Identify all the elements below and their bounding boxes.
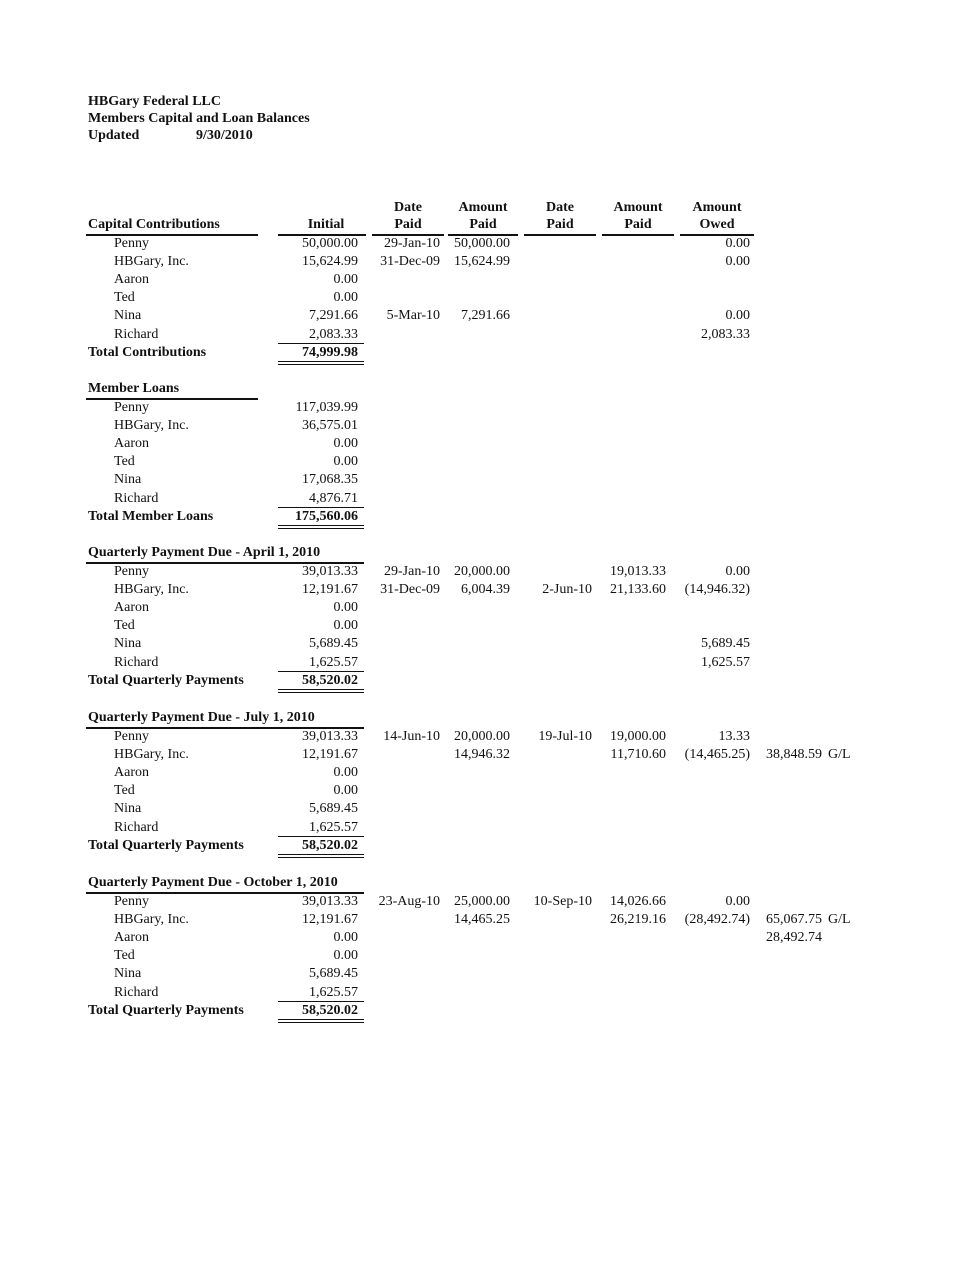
cell-initial: 39,013.33 bbox=[302, 894, 358, 909]
section-title: Quarterly Payment Due - April 1, 2010 bbox=[88, 545, 321, 560]
cell-initial: 0.00 bbox=[333, 783, 358, 799]
subtotal-rule bbox=[278, 507, 364, 508]
cell-owed: 5,689.45 bbox=[701, 636, 750, 652]
member-name: Aaron bbox=[114, 272, 149, 288]
cell-initial: 0.00 bbox=[333, 436, 358, 452]
total-label: Total Contributions bbox=[88, 344, 207, 360]
cell-initial: 50,000.00 bbox=[302, 236, 358, 251]
subtotal-rule bbox=[278, 343, 364, 344]
cell-initial: 4,876.71 bbox=[309, 490, 358, 506]
member-name: Penny bbox=[114, 236, 149, 251]
updated-date: 9/30/2010 bbox=[196, 128, 253, 143]
cell-amt1: 15,624.99 bbox=[454, 254, 510, 270]
cell-owed: 1,625.57 bbox=[701, 654, 750, 670]
total-label: Total Quarterly Payments bbox=[88, 1002, 244, 1018]
cell-amt2: 19,000.00 bbox=[610, 729, 666, 744]
total-double-rule bbox=[278, 689, 364, 690]
cell-initial: 12,191.67 bbox=[302, 912, 358, 928]
cell-owed: 0.00 bbox=[725, 254, 750, 270]
col-date2-bottom: Paid bbox=[546, 217, 574, 232]
col-date1-bottom: Paid bbox=[394, 217, 422, 232]
cell-initial: 1,625.57 bbox=[309, 819, 358, 835]
col-amt1-bottom: Paid bbox=[469, 217, 497, 232]
member-name: Nina bbox=[114, 966, 142, 982]
col-amt2-bottom: Paid bbox=[624, 217, 652, 232]
cell-initial: 39,013.33 bbox=[302, 564, 358, 579]
cell-initial: 0.00 bbox=[333, 600, 358, 616]
total-double-rule bbox=[278, 361, 364, 362]
cell-amt2: 11,710.60 bbox=[610, 747, 666, 763]
member-name: Penny bbox=[114, 564, 149, 579]
member-name: HBGary, Inc. bbox=[114, 418, 189, 434]
total-label: Total Quarterly Payments bbox=[88, 672, 244, 688]
subtotal-rule bbox=[278, 1001, 364, 1002]
cell-owed: 13.33 bbox=[718, 729, 750, 744]
cell-initial: 1,625.57 bbox=[309, 984, 358, 1000]
member-name: Ted bbox=[114, 783, 135, 799]
member-name: Nina bbox=[114, 636, 142, 652]
cell-initial: 0.00 bbox=[333, 272, 358, 288]
cell-amt2: 14,026.66 bbox=[610, 894, 666, 909]
cell-amt1: 7,291.66 bbox=[461, 308, 510, 324]
cell-owed: 0.00 bbox=[725, 236, 750, 251]
cell-initial: 39,013.33 bbox=[302, 729, 358, 744]
header-underline bbox=[602, 234, 674, 236]
cell-initial: 5,689.45 bbox=[309, 966, 358, 982]
col-date1-top: Date bbox=[394, 200, 422, 215]
cell-amt1: 14,465.25 bbox=[454, 912, 510, 928]
section-title: Capital Contributions bbox=[88, 217, 220, 232]
cell-initial: 0.00 bbox=[333, 454, 358, 470]
cell-date2: 19-Jul-10 bbox=[538, 729, 592, 744]
total-double-rule bbox=[278, 692, 364, 693]
member-name: Ted bbox=[114, 618, 135, 634]
total-double-rule bbox=[278, 1022, 364, 1023]
section-title-underline bbox=[86, 398, 258, 400]
member-name: Nina bbox=[114, 472, 142, 488]
cell-initial: 7,291.66 bbox=[309, 308, 358, 324]
total-double-rule bbox=[278, 525, 364, 526]
total-double-rule bbox=[278, 854, 364, 855]
cell-date2: 10-Sep-10 bbox=[533, 894, 592, 909]
cell-extra1: 28,492.74 bbox=[766, 930, 822, 946]
member-name: Aaron bbox=[114, 765, 149, 781]
col-amt1-top: Amount bbox=[458, 200, 508, 215]
member-name: Richard bbox=[114, 490, 159, 506]
cell-extra2: G/L bbox=[828, 912, 851, 928]
section-title: Member Loans bbox=[88, 381, 180, 396]
document-subtitle: Members Capital and Loan Balances bbox=[88, 111, 310, 126]
col-date2-top: Date bbox=[546, 200, 574, 215]
cell-initial: 0.00 bbox=[333, 930, 358, 946]
total-value: 175,560.06 bbox=[295, 508, 358, 524]
member-name: HBGary, Inc. bbox=[114, 254, 189, 270]
cell-initial: 0.00 bbox=[333, 618, 358, 634]
cell-initial: 0.00 bbox=[333, 765, 358, 781]
member-name: Richard bbox=[114, 326, 159, 342]
cell-extra1: 38,848.59 bbox=[766, 747, 822, 763]
member-name: Penny bbox=[114, 400, 149, 415]
member-name: Ted bbox=[114, 290, 135, 306]
cell-owed: 2,083.33 bbox=[701, 326, 750, 342]
cell-initial: 15,624.99 bbox=[302, 254, 358, 270]
member-name: Aaron bbox=[114, 600, 149, 616]
total-double-rule bbox=[278, 857, 364, 858]
cell-initial: 1,625.57 bbox=[309, 654, 358, 670]
member-name: Nina bbox=[114, 308, 142, 324]
col-owed-bottom: Owed bbox=[699, 217, 735, 232]
member-name: Aaron bbox=[114, 930, 149, 946]
member-name: Nina bbox=[114, 801, 142, 817]
cell-date1: 5-Mar-10 bbox=[386, 308, 440, 324]
member-name: Richard bbox=[114, 984, 159, 1000]
cell-initial: 0.00 bbox=[333, 948, 358, 964]
member-name: Richard bbox=[114, 654, 159, 670]
cell-owed: 0.00 bbox=[725, 308, 750, 324]
cell-date2: 2-Jun-10 bbox=[542, 582, 592, 598]
col-amt2-top: Amount bbox=[613, 200, 663, 215]
cell-date1: 31-Dec-09 bbox=[380, 254, 440, 270]
cell-owed: (14,465.25) bbox=[684, 747, 750, 763]
cell-owed: (28,492.74) bbox=[684, 912, 750, 928]
cell-extra1: 65,067.75 bbox=[766, 912, 822, 928]
total-value: 58,520.02 bbox=[302, 672, 358, 688]
cell-amt1: 6,004.39 bbox=[461, 582, 510, 598]
member-name: Ted bbox=[114, 948, 135, 964]
member-name: Ted bbox=[114, 454, 135, 470]
cell-initial: 36,575.01 bbox=[302, 418, 358, 434]
total-label: Total Quarterly Payments bbox=[88, 837, 244, 853]
cell-owed: 0.00 bbox=[725, 894, 750, 909]
company-name: HBGary Federal LLC bbox=[88, 94, 221, 109]
total-label: Total Member Loans bbox=[88, 508, 214, 524]
subtotal-rule bbox=[278, 836, 364, 837]
cell-extra2: G/L bbox=[828, 747, 851, 763]
cell-date1: 29-Jan-10 bbox=[384, 564, 440, 579]
cell-initial: 12,191.67 bbox=[302, 582, 358, 598]
cell-owed: (14,946.32) bbox=[684, 582, 750, 598]
cell-initial: 5,689.45 bbox=[309, 801, 358, 817]
cell-amt1: 14,946.32 bbox=[454, 747, 510, 763]
total-value: 74,999.98 bbox=[302, 344, 358, 360]
total-value: 58,520.02 bbox=[302, 837, 358, 853]
header-underline bbox=[524, 234, 596, 236]
total-double-rule bbox=[278, 364, 364, 365]
cell-amt1: 20,000.00 bbox=[454, 729, 510, 744]
member-name: Richard bbox=[114, 819, 159, 835]
cell-amt2: 26,219.16 bbox=[610, 912, 666, 928]
updated-label: Updated bbox=[88, 128, 140, 143]
cell-amt2: 21,133.60 bbox=[610, 582, 666, 598]
cell-initial: 5,689.45 bbox=[309, 636, 358, 652]
cell-amt1: 20,000.00 bbox=[454, 564, 510, 579]
cell-initial: 117,039.99 bbox=[295, 400, 358, 415]
cell-date1: 14-Jun-10 bbox=[383, 729, 440, 744]
cell-amt1: 50,000.00 bbox=[454, 236, 510, 251]
col-owed-top: Amount bbox=[692, 200, 742, 215]
section-title: Quarterly Payment Due - October 1, 2010 bbox=[88, 875, 338, 890]
section-title: Quarterly Payment Due - July 1, 2010 bbox=[88, 710, 315, 725]
member-name: Aaron bbox=[114, 436, 149, 452]
total-double-rule bbox=[278, 528, 364, 529]
cell-initial: 0.00 bbox=[333, 290, 358, 306]
cell-initial: 12,191.67 bbox=[302, 747, 358, 763]
section-title-underline bbox=[86, 234, 258, 236]
cell-date1: 29-Jan-10 bbox=[384, 236, 440, 251]
member-name: Penny bbox=[114, 729, 149, 744]
cell-amt2: 19,013.33 bbox=[610, 564, 666, 579]
member-name: HBGary, Inc. bbox=[114, 582, 189, 598]
member-name: Penny bbox=[114, 894, 149, 909]
member-name: HBGary, Inc. bbox=[114, 747, 189, 763]
member-name: HBGary, Inc. bbox=[114, 912, 189, 928]
col-initial: Initial bbox=[307, 217, 345, 232]
cell-owed: 0.00 bbox=[725, 564, 750, 579]
total-value: 58,520.02 bbox=[302, 1002, 358, 1018]
cell-initial: 17,068.35 bbox=[302, 472, 358, 488]
cell-date1: 23-Aug-10 bbox=[378, 894, 440, 909]
cell-initial: 2,083.33 bbox=[309, 326, 358, 342]
cell-amt1: 25,000.00 bbox=[454, 894, 510, 909]
cell-date1: 31-Dec-09 bbox=[380, 582, 440, 598]
total-double-rule bbox=[278, 1019, 364, 1020]
subtotal-rule bbox=[278, 671, 364, 672]
